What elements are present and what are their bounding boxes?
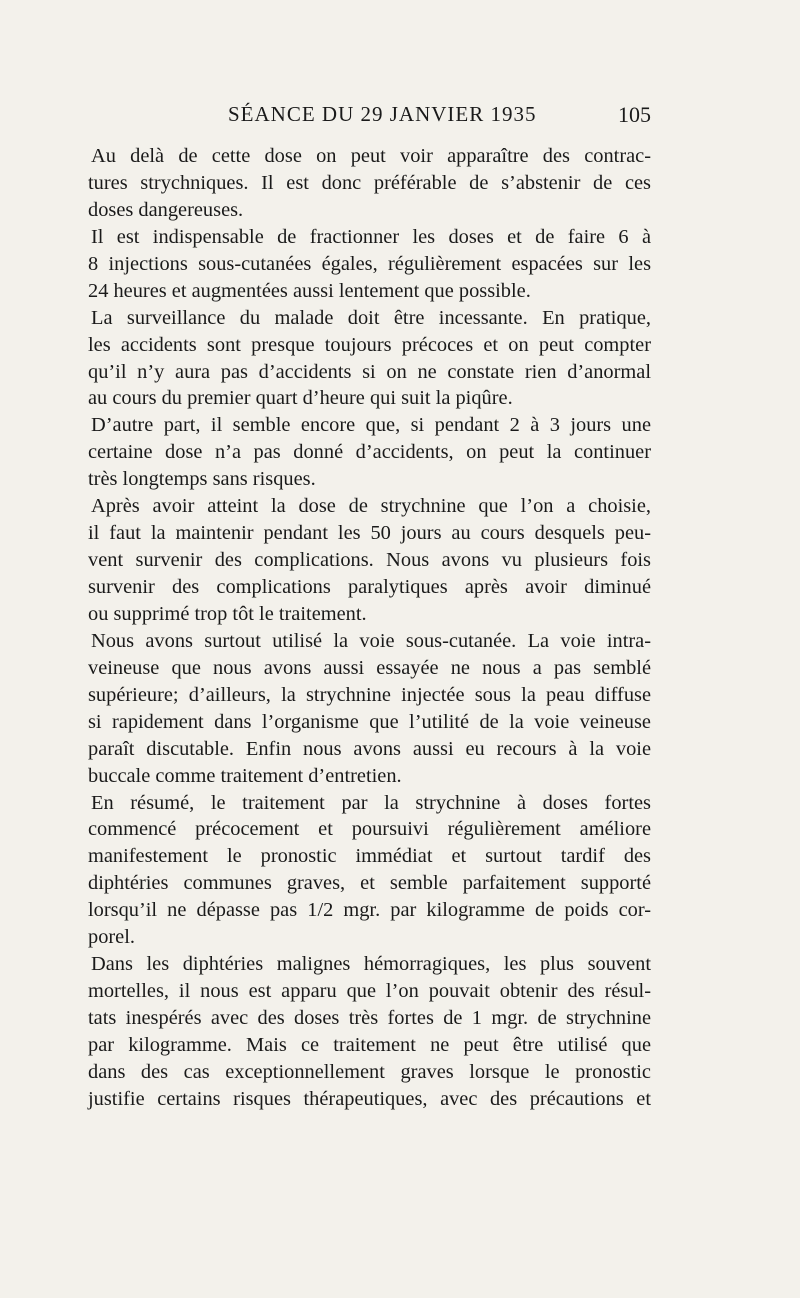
text-line: tats inespérés avec des doses très fortes de 1 mgr. de strychnine	[88, 1007, 651, 1029]
text-line: qu’il n’y aura pas d’accidents si on ne constate rien d’anormal	[88, 360, 651, 383]
text-line: survenir des complications paralytiques après avoir diminué	[88, 576, 651, 598]
text-line: si rapidement dans l’organisme que l’utilité de la voie veineuse	[88, 710, 651, 733]
text-line: veineuse que nous avons aussi essayée ne nous a pas semblé	[88, 656, 651, 679]
text-line: supérieure; d’ailleurs, la strychnine injectée sous la peau diffuse	[88, 683, 651, 706]
text-line: 24 heures et augmentées aussi lentement que possible.	[88, 279, 531, 302]
text-line: certaine dose n’a pas donné d’accidents, on peut la continuer	[88, 441, 651, 464]
text-line: mortelles, il nous est apparu que l’on pouvait obtenir des résul-	[88, 980, 651, 1003]
text-line: Il est indispensable de fractionner les doses et de faire 6 à	[91, 225, 651, 248]
text-line: par kilogramme. Mais ce traitement ne peut être utilisé que	[88, 1033, 651, 1056]
body-text	[88, 143, 651, 1113]
text-line: buccale comme traitement d’entretien.	[88, 764, 402, 787]
text-line: Après avoir atteint la dose de strychnine que l’on a choisie,	[91, 495, 651, 518]
text-line: tures strychniques. Il est donc préférable de s’abstenir de ces	[88, 171, 651, 194]
text-line: doses dangereuses.	[88, 198, 244, 221]
page-number: 105	[618, 102, 651, 127]
text-line: les accidents sont presque toujours précoces et on peut compter	[88, 333, 651, 356]
text-line: Au delà de cette dose on peut voir apparaître des contrac-	[91, 145, 651, 167]
text-line: porel.	[88, 926, 135, 949]
text-line: il faut la maintenir pendant les 50 jours au cours desquels peu-	[88, 522, 651, 545]
text-line: 8 injections sous-cutanées égales, régulièrement espacées sur les	[88, 252, 651, 275]
text-line: En résumé, le traitement par la strychnine à doses fortes	[91, 791, 651, 814]
text-line: D’autre part, il semble encore que, si pendant 2 à 3 jours une	[91, 414, 651, 437]
running-head	[88, 102, 651, 134]
text-line: Dans les diphtéries malignes hémorragiques, les plus souvent	[91, 953, 651, 976]
text-line: diphtéries communes graves, et semble parfaitement supporté	[88, 872, 651, 895]
text-line: lorsqu’il ne dépasse pas 1/2 mgr. par kilogramme de poids cor-	[88, 899, 651, 922]
text-line: ou supprimé trop tôt le traitement.	[88, 602, 367, 625]
text-line: très longtemps sans risques.	[88, 468, 316, 491]
text-line: au cours du premier quart d’heure qui suit la piqûre.	[88, 387, 513, 410]
text-line: La surveillance du malade doit être incessante. En pratique,	[91, 306, 651, 329]
text-line: commencé précocement et poursuivi régulièrement améliore	[88, 818, 651, 841]
text-line: justifie certains risques thérapeutiques, avec des précautions et	[88, 1087, 651, 1110]
text-line: paraît discutable. Enfin nous avons aussi eu recours à la voie	[88, 737, 651, 760]
running-title: SÉANCE DU 29 JANVIER 1935	[228, 102, 537, 126]
text-line: vent survenir des complications. Nous avons vu plusieurs fois	[88, 549, 651, 572]
text-line: manifestement le pronostic immédiat et surtout tardif des	[88, 845, 651, 868]
text-line: dans des cas exceptionnellement graves lorsque le pronostic	[88, 1060, 651, 1083]
text-line: Nous avons surtout utilisé la voie sous-cutanée. La voie intra-	[91, 629, 651, 652]
